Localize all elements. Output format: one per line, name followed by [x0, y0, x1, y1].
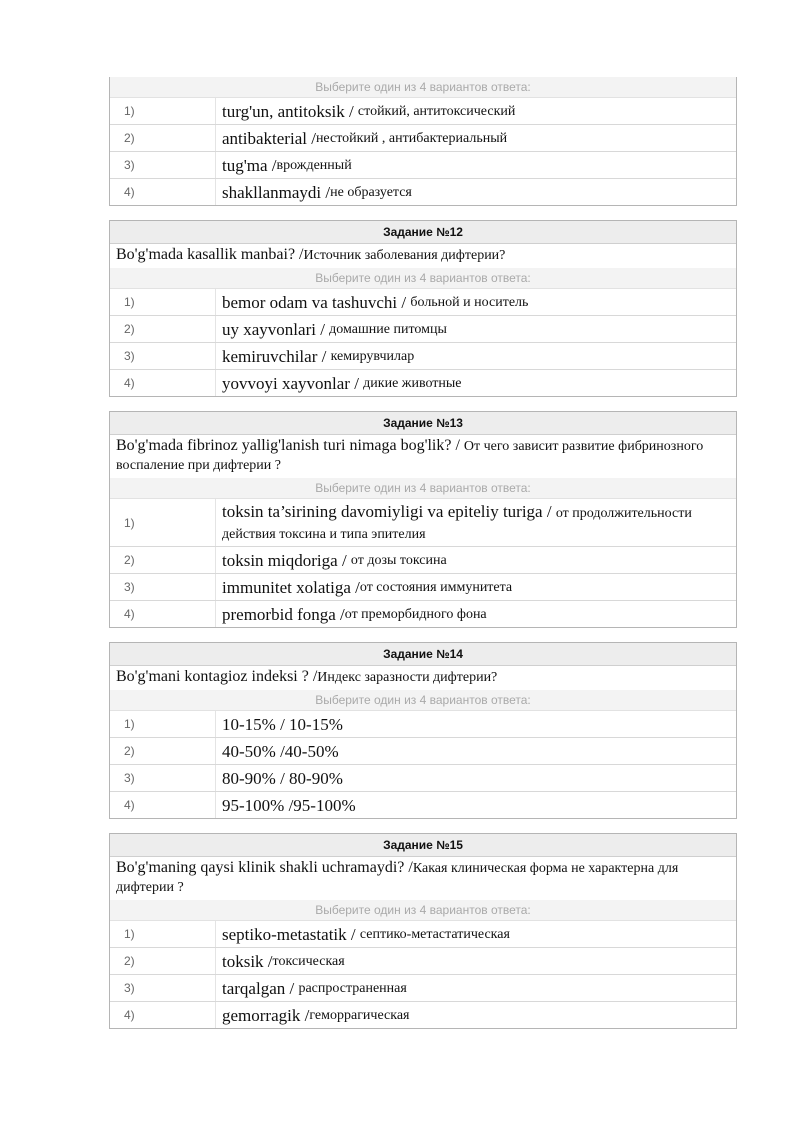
answer-text: uy xayvonlari / домашние питомцы — [222, 319, 447, 339]
answer-number: 4) — [110, 1002, 216, 1028]
answer-row[interactable] — [110, 98, 736, 125]
answer-number: 2) — [110, 738, 216, 764]
answer-text: yovvoyi xayvonlar / дикие животные — [222, 373, 462, 393]
answer-text: toksin ta’sirining davomiyligi va epiteliy turiga / от продолжительности действия токсина и типа эпителия — [222, 502, 692, 542]
answer-text: 95-100% /95-100% — [222, 795, 356, 815]
answer-row[interactable] — [110, 765, 736, 792]
answer-number: 3) — [110, 152, 216, 178]
answer-row[interactable] — [110, 179, 736, 205]
answer-row[interactable] — [110, 343, 736, 370]
answer-text: antibakterial / нестойкий , антибактериальный — [222, 128, 508, 148]
answer-text: toksik / токсическая — [222, 951, 345, 971]
answer-row[interactable] — [110, 975, 736, 1002]
answer-hint: Выберите один из 4 вариантов ответа: — [110, 900, 736, 921]
answer-number: 1) — [110, 711, 216, 737]
answer-row[interactable] — [110, 574, 736, 601]
answer-number: 4) — [110, 179, 216, 205]
answer-number: 3) — [110, 975, 216, 1001]
answer-row[interactable] — [110, 125, 736, 152]
answer-text: immunitet xolatiga / от состояния иммунитета — [222, 577, 513, 597]
answer-text: tug'ma / врожденный — [222, 155, 352, 175]
question-block-12 — [109, 220, 737, 397]
answer-number: 1) — [110, 921, 216, 947]
answer-row[interactable] — [110, 792, 736, 818]
answer-row[interactable] — [110, 547, 736, 574]
question-text: Bo'g'mani kontagioz indeksi ? /Индекс заразности дифтерии? — [116, 668, 498, 685]
answer-hint: Выберите один из 4 вариантов ответа: — [110, 268, 736, 289]
answer-number: 4) — [110, 601, 216, 627]
answer-hint: Выберите один из 4 вариантов ответа: — [110, 478, 736, 499]
question-block-11 — [109, 77, 737, 206]
answer-row[interactable] — [110, 948, 736, 975]
answer-text: 10-15% / 10-15% — [222, 714, 343, 734]
answer-number: 3) — [110, 765, 216, 791]
question-text: Bo'g'mada kasallik manbai? /Источник заболевания дифтерии? — [116, 246, 506, 263]
answer-number: 2) — [110, 547, 216, 573]
quiz-page — [109, 77, 737, 1029]
answer-text: toksin miqdoriga / от дозы токсина — [222, 550, 447, 570]
answer-text: septiko-metastatik / септико-метастатическая — [222, 924, 510, 944]
answer-number: 2) — [110, 948, 216, 974]
answer-number: 2) — [110, 125, 216, 151]
question-title: Задание №12 — [110, 221, 736, 244]
question-text: Bo'g'maning qaysi klinik shakli uchramaydi? /Какая клиническая форма не характерна для дифтерии ? — [116, 859, 679, 895]
answer-text: turg'un, antitoksik / стойкий, антитоксический — [222, 101, 516, 121]
question-block-15 — [109, 833, 737, 1029]
answer-row[interactable] — [110, 921, 736, 948]
question-title: Задание №15 — [110, 834, 736, 857]
answer-hint: Выберите один из 4 вариантов ответа: — [110, 77, 736, 98]
question-title: Задание №13 — [110, 412, 736, 435]
answer-row[interactable] — [110, 499, 736, 547]
answer-row[interactable] — [110, 738, 736, 765]
answer-text: kemiruvchilar / кемирувчилар — [222, 346, 415, 366]
question-title: Задание №14 — [110, 643, 736, 666]
answer-number: 1) — [110, 499, 216, 546]
answer-text: tarqalgan / распространенная — [222, 978, 407, 998]
answer-text: 80-90% / 80-90% — [222, 768, 343, 788]
answer-row[interactable] — [110, 289, 736, 316]
answer-row[interactable] — [110, 316, 736, 343]
answer-row[interactable] — [110, 601, 736, 627]
answer-text: bemor odam va tashuvchi / больной и носитель — [222, 292, 529, 312]
answer-row[interactable] — [110, 152, 736, 179]
answer-hint: Выберите один из 4 вариантов ответа: — [110, 690, 736, 711]
answer-text: premorbid fonga / от преморбидного фона — [222, 604, 487, 624]
question-block-14 — [109, 642, 737, 819]
answer-row[interactable] — [110, 1002, 736, 1028]
answer-row[interactable] — [110, 370, 736, 396]
answer-number: 3) — [110, 574, 216, 600]
answer-text: gemorragik / геморрагическая — [222, 1005, 410, 1025]
answer-number: 3) — [110, 343, 216, 369]
answer-row[interactable] — [110, 711, 736, 738]
answer-number: 1) — [110, 98, 216, 124]
answer-text: shakllanmaydi / не образуется — [222, 182, 412, 202]
question-text: Bo'g'mada fibrinoz yallig'lanish turi nimaga bog'lik? / От чего зависит развитие фибринозного воспаление при дифтерии ? — [116, 437, 704, 473]
answer-number: 2) — [110, 316, 216, 342]
answer-number: 4) — [110, 370, 216, 396]
question-block-13 — [109, 411, 737, 628]
answer-text: 40-50% /40-50% — [222, 741, 339, 761]
answer-number: 4) — [110, 792, 216, 818]
answer-number: 1) — [110, 289, 216, 315]
